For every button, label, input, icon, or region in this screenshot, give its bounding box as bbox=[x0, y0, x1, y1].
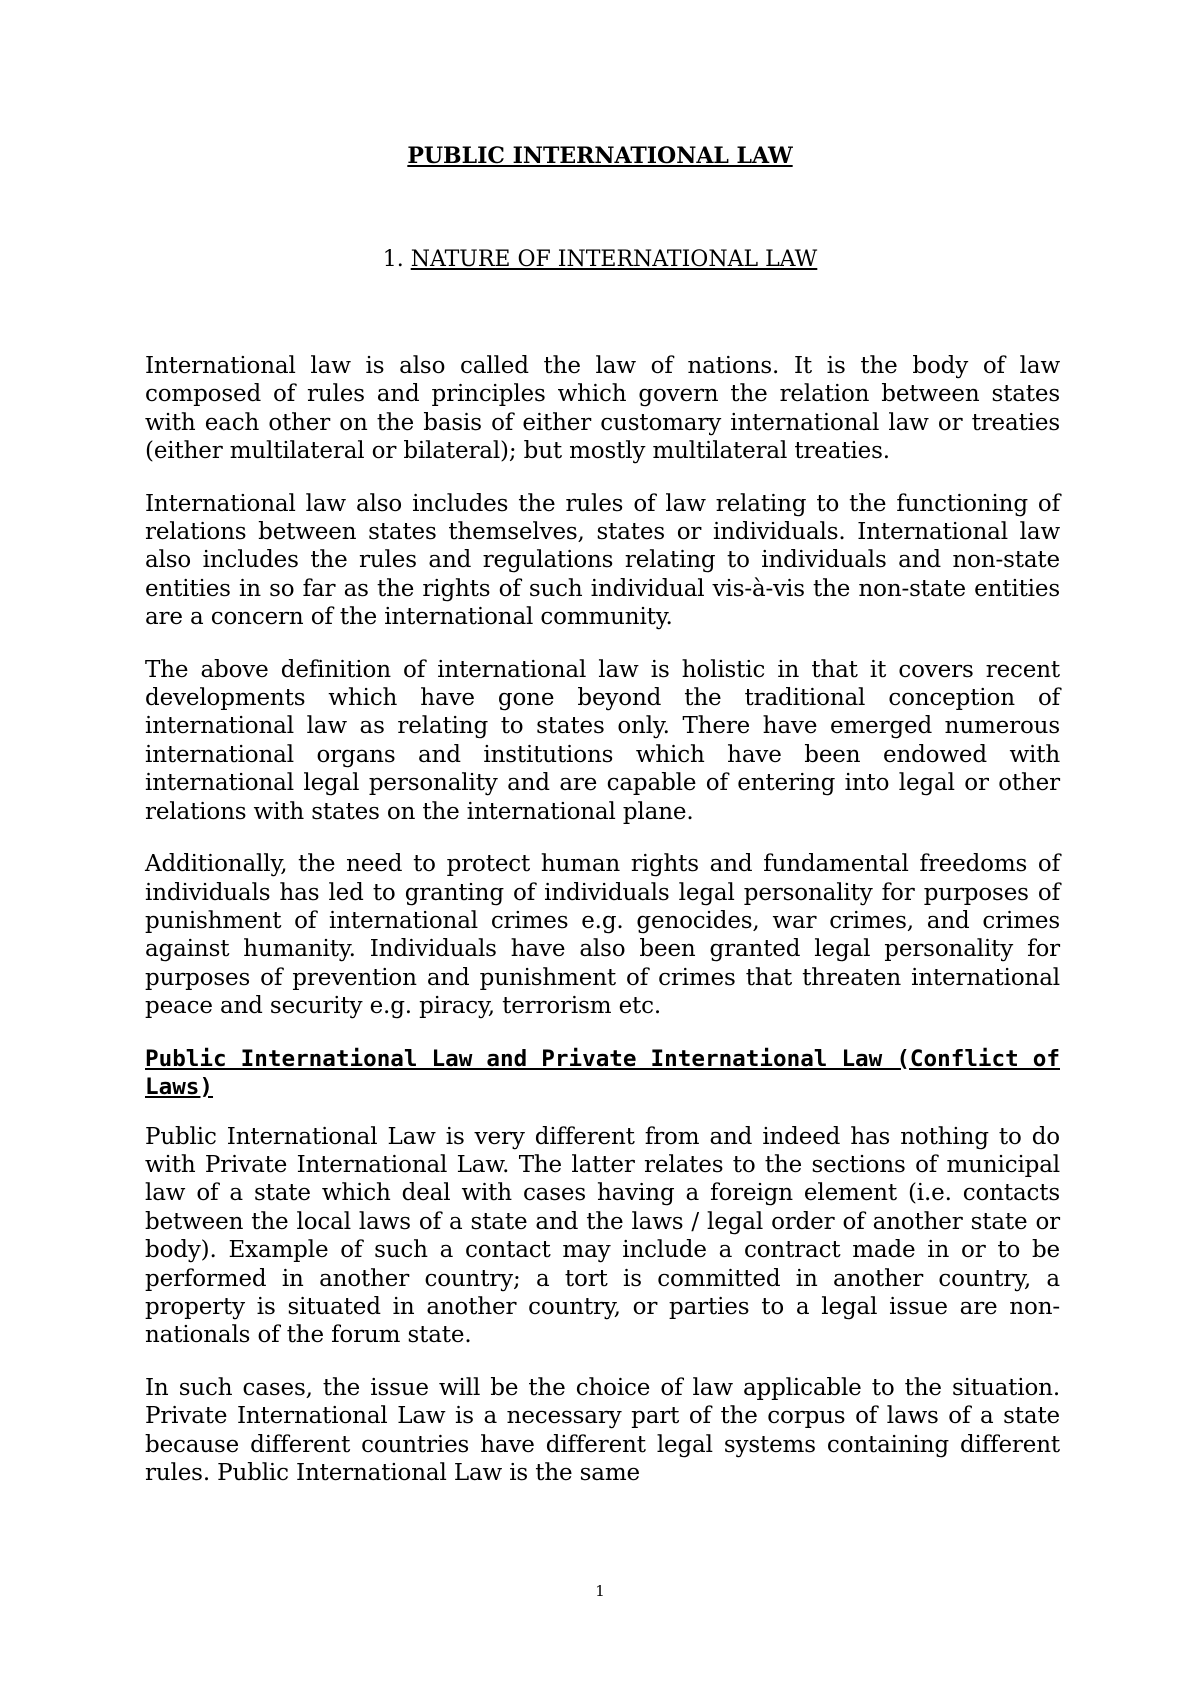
document-title: PUBLIC INTERNATIONAL LAW bbox=[407, 143, 793, 169]
section-subheading: Public International Law and Private International Law (Conflict of Laws) bbox=[145, 1045, 1060, 1100]
paragraph: International law is also called the law of nations. It is the body of law composed of rules and principles which govern the relation between states with each other on the basis of either customary international law or treaties (either multilateral or bilateral); but mostly multilateral treaties. bbox=[145, 353, 1060, 465]
page-number: 1 bbox=[595, 1582, 605, 1600]
document-body bbox=[145, 352, 1060, 1511]
chapter-number: 1. bbox=[382, 247, 404, 272]
paragraph: Additionally, the need to protect human rights and fundamental freedoms of individuals has led to granting of individuals legal personality for purposes of punishment of international crimes e.g. genocides, war crimes, and crimes against humanity. Individuals have also been granted legal personality for purposes of prevention and punishment of crimes that threaten international peace and security e.g. piracy, terrorism etc. bbox=[145, 851, 1060, 1020]
chapter-title: NATURE OF INTERNATIONAL LAW bbox=[410, 247, 818, 272]
paragraph: Public International Law is very different from and indeed has nothing to do with Private International Law. The latter relates to the sections of municipal law of a state which deal with cases having a foreign element (i.e. contacts between the local laws of a state and the laws / legal order of another state or body). Example of such a contact may include a contract made in or to be performed in another country; a tort is committed in another country, a property is situated in another country, or parties to a legal issue are non-nationals of the forum state. bbox=[145, 1123, 1060, 1349]
paragraph: The above definition of international law is holistic in that it covers recent developments which have gone beyond the traditional conception of international law as relating to states only. There have emerged numerous international organs and institutions which have been endowed with international legal personality and are capable of entering into legal or other relations with states on the international plane. bbox=[145, 656, 1060, 825]
paragraph: International law also includes the rules of law relating to the functioning of relations between states themselves, states or individuals. International law also includes the rules and regulations relating to individuals and non-state entities in so far as the rights of such individual vis-à-vis the non-state entities are a concern of the international community. bbox=[145, 490, 1060, 631]
chapter-heading bbox=[0, 246, 1200, 274]
paragraph: In such cases, the issue will be the choice of law applicable to the situation. Private International Law is a necessary part of the corpus of laws of a state because different countries have different legal systems containing different rules. Public International Law is the same bbox=[145, 1374, 1060, 1486]
